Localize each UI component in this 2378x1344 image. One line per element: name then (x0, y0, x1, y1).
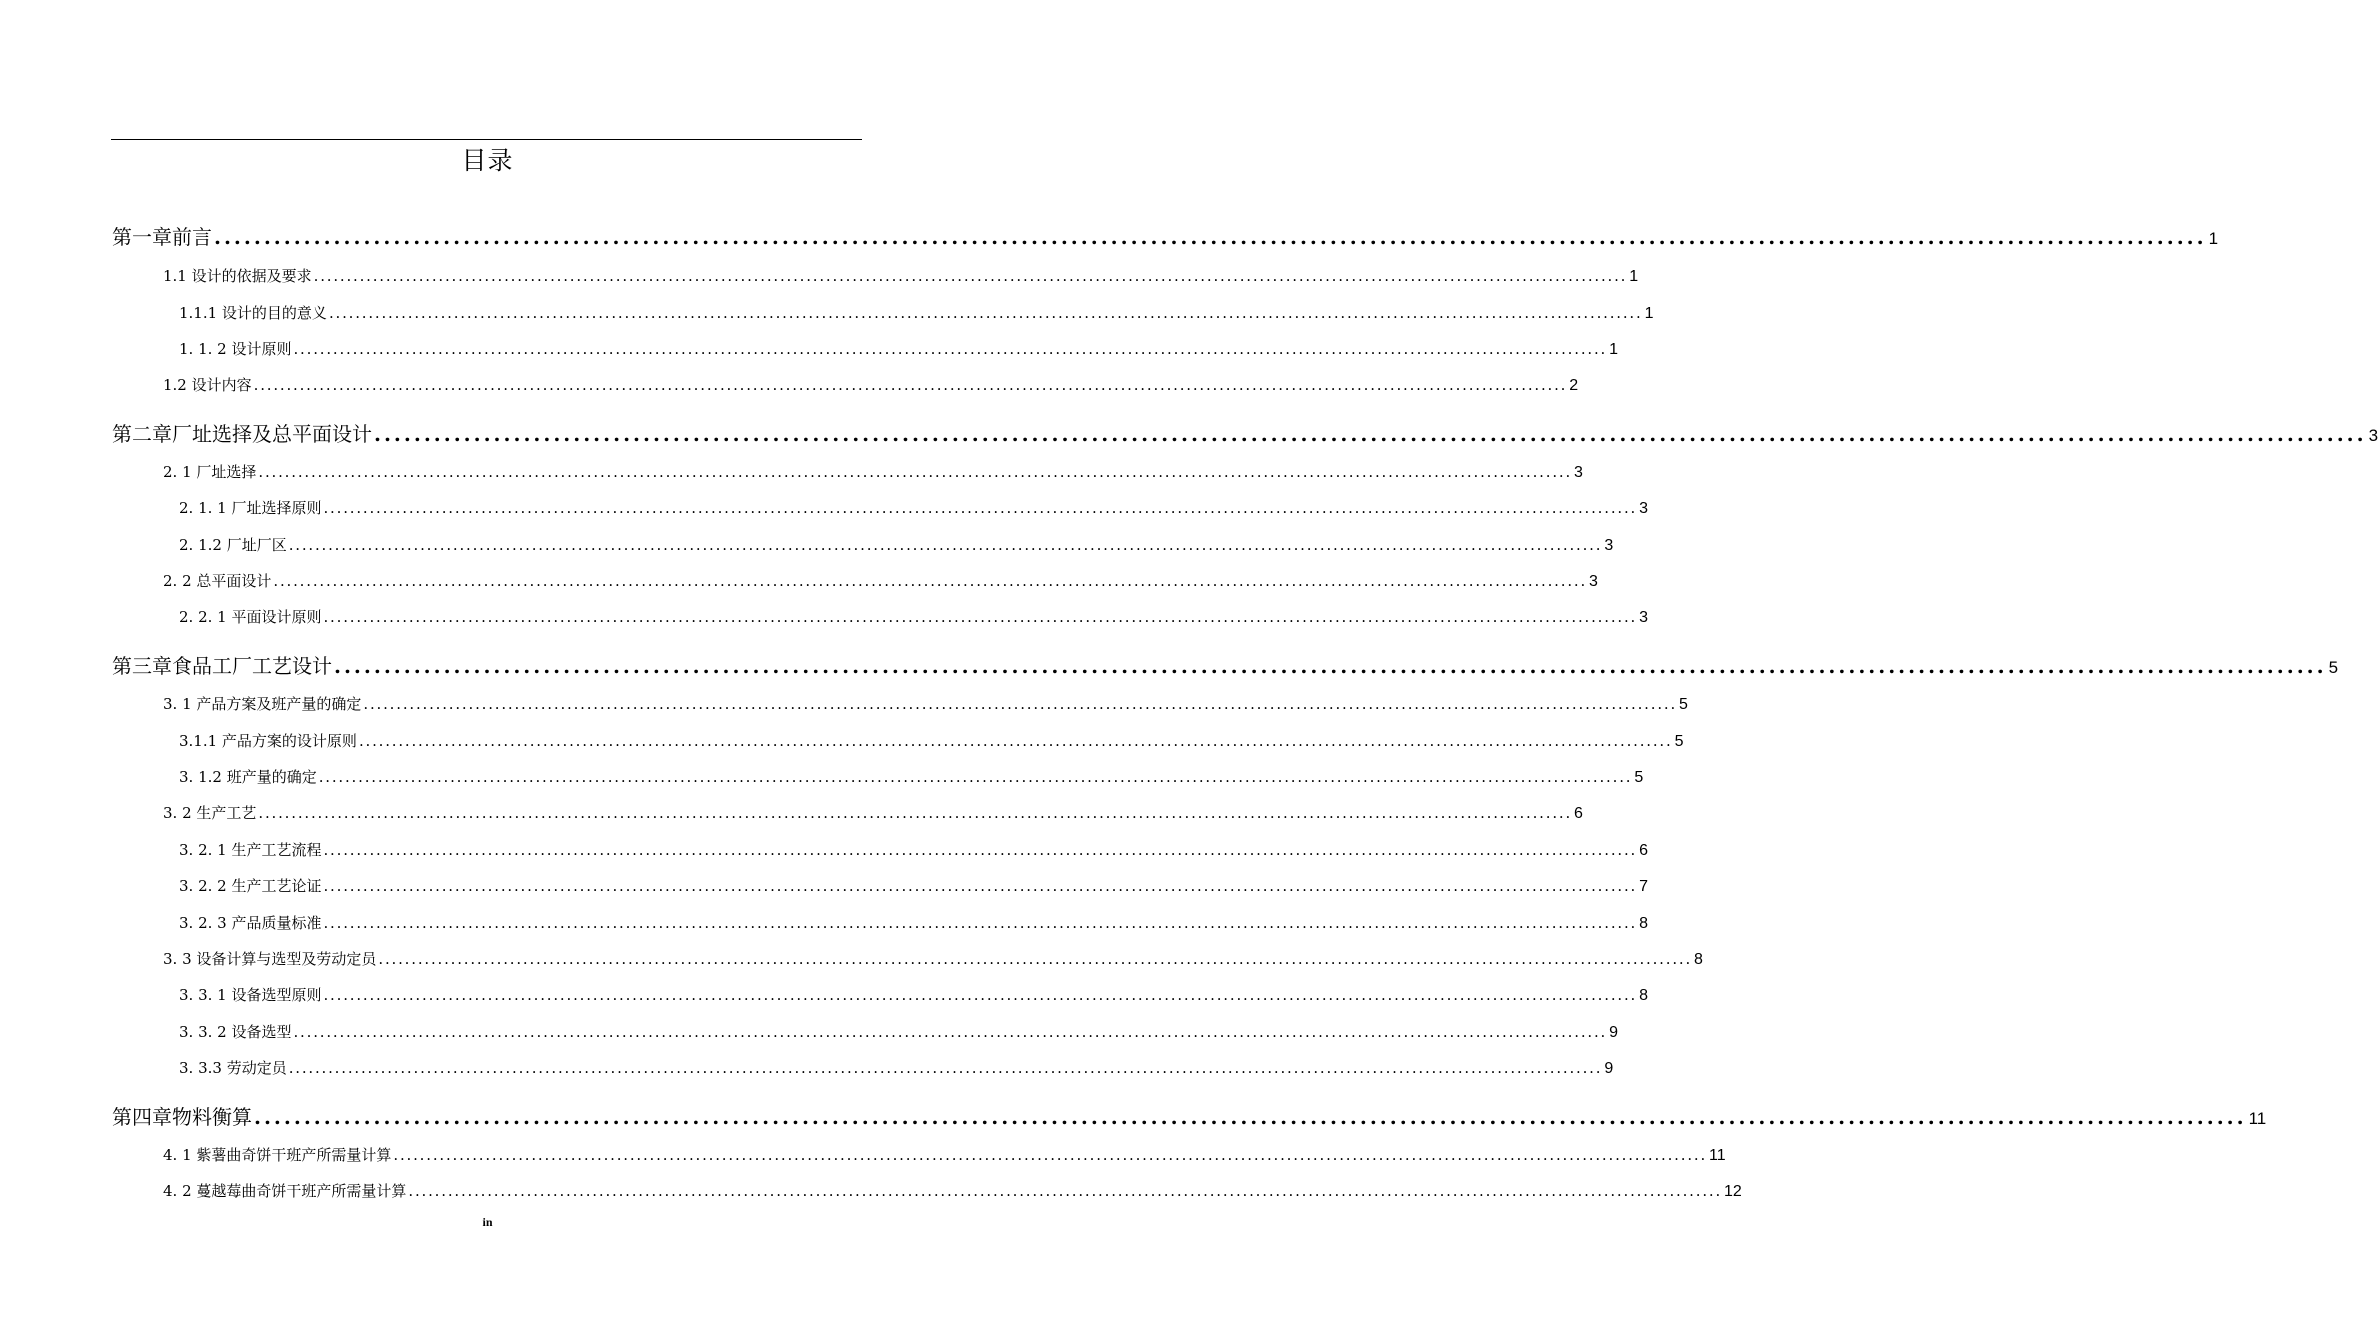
toc-dot-leader: ........................................................................................................................................................................................................ (258, 804, 1573, 822)
toc-dot-leader: ........................................................................................................................................................................................................ (253, 376, 1568, 394)
toc-entry-label: 2. 1. 1 厂址选择原则 (179, 499, 322, 517)
toc-entry[interactable] (179, 302, 1654, 323)
toc-entry[interactable] (163, 948, 1703, 969)
toc-entry-label: 3. 2. 2 生产工艺论证 (179, 877, 322, 895)
toc-dot-leader: ........................................................................................................................................................................................................ (323, 608, 1638, 626)
toc-entry-page: 3 (1604, 537, 1614, 554)
toc-title: 目录 (461, 146, 514, 175)
toc-entry-page: 6 (1574, 805, 1583, 822)
toc-entry-page: 9 (1609, 1024, 1619, 1041)
toc-entry-label: 3.1.1 产品方案的设计原则 (179, 732, 357, 750)
toc-entry-page: 7 (1639, 878, 1649, 895)
toc-entry-page: 1 (1629, 268, 1639, 285)
toc-entry-label: 第二章厂址选择及总平面设计 (112, 422, 372, 446)
toc-entry[interactable] (163, 265, 1639, 286)
toc-entry[interactable] (179, 606, 1649, 627)
toc-entry-label: 3. 3.3 劳动定员 (179, 1059, 287, 1077)
toc-entry-label: 4. 1 紫薯曲奇饼干班产所需量计算 (163, 1146, 392, 1164)
toc-entry[interactable] (179, 766, 1644, 787)
toc-entry-label: 3. 2. 3 产品质量标准 (179, 914, 322, 932)
toc-entry[interactable] (112, 221, 2219, 250)
toc-entry-page: 8 (1694, 951, 1703, 968)
toc-entry[interactable] (163, 374, 1579, 395)
toc-dot-leader: ........................................................................................................................................................................................................ (408, 1182, 1723, 1200)
toc-entry-label: 4. 2 蔓越莓曲奇饼干班产所需量计算 (163, 1182, 407, 1200)
toc-entry[interactable] (179, 338, 1619, 359)
toc-entry-page: 3 (2368, 426, 2378, 445)
toc-entry-label: 3. 3 设备计算与选型及劳动定员 (163, 950, 377, 968)
toc-dot-leader: ........................................................................................................................................................................................................ (293, 340, 1608, 358)
toc-entry-label: 2. 1.2 厂址厂区 (179, 536, 287, 554)
toc-entry[interactable] (179, 497, 1649, 518)
toc-entry[interactable] (163, 802, 1583, 823)
toc-entry[interactable] (163, 461, 1583, 482)
toc-dot-leader: ........................................................................................................................................................................................................ (323, 877, 1638, 895)
toc-dot-leader: ........................................................................................................................................................................................................ (313, 267, 1628, 285)
toc-entry-page: 6 (1639, 842, 1649, 859)
toc-dot-leader: ........................................................................................................................................................................................................ (293, 1023, 1608, 1041)
toc-dot-leader: ........................................................................................................................................................................................................ (328, 304, 1643, 322)
toc-entry-label: 1.1.1 设计的目的意义 (179, 304, 327, 322)
toc-entry-label: 2. 1 厂址选择 (163, 463, 257, 481)
toc-dot-leader: ........................................................................................................................................................................................................ (318, 768, 1633, 786)
toc-dot-leader: ........................................................................................................................................................................................................ (254, 1105, 2247, 1129)
toc-entry[interactable] (112, 418, 2378, 447)
toc-entry[interactable] (179, 839, 1649, 860)
toc-entry[interactable] (163, 693, 1688, 714)
toc-entry-label: 3. 1 产品方案及班产量的确定 (163, 695, 362, 713)
toc-entry-page: 8 (1639, 987, 1649, 1004)
toc-entry-page: 11 (2248, 1109, 2267, 1128)
toc-entry[interactable] (112, 1101, 2267, 1130)
toc-entry[interactable] (179, 730, 1684, 751)
toc-entry-label: 第四章物料衡算 (112, 1105, 252, 1129)
toc-entry-page: 5 (2328, 658, 2339, 677)
toc-entry[interactable] (163, 1144, 1726, 1165)
toc-dot-leader: ........................................................................................................................................................................................................ (393, 1146, 1708, 1164)
toc-entry-label: 1.2 设计内容 (163, 376, 252, 394)
toc-entry-page: 3 (1574, 464, 1583, 481)
toc-entry[interactable] (179, 875, 1649, 896)
toc-dot-leader: ........................................................................................................................................................................................................ (288, 1059, 1603, 1077)
toc-dot-leader: ........................................................................................................................................................................................................ (258, 463, 1573, 481)
toc-entry-page: 1 (1609, 341, 1619, 358)
toc-entry-label: 3. 3. 1 设备选型原则 (179, 986, 322, 1004)
toc-entry-label: 3. 2. 1 生产工艺流程 (179, 841, 322, 859)
toc-entry-label: 3. 2 生产工艺 (163, 804, 257, 822)
toc-entry-page: 3 (1639, 609, 1649, 626)
toc-entry-label: 3. 1.2 班产量的确定 (179, 768, 317, 786)
toc-dot-leader: ........................................................................................................................................................................................................ (214, 225, 2207, 249)
toc-dot-leader: ........................................................................................................................................................................................................ (273, 572, 1588, 590)
toc-entry-label: 3. 3. 2 设备选型 (179, 1023, 292, 1041)
toc-entry-label: 2. 2. 1 平面设计原则 (179, 608, 322, 626)
toc-dot-leader: ........................................................................................................................................................................................................ (323, 499, 1638, 517)
toc-entry-label: 1.1 设计的依据及要求 (163, 267, 312, 285)
toc-entry-label: 第一章前言 (112, 225, 212, 249)
toc-entry-page: 1 (1644, 305, 1654, 322)
toc-entry-label: 第三章食品工厂工艺设计 (112, 654, 332, 678)
toc-entry-page: 3 (1589, 573, 1598, 590)
toc-dot-leader: ........................................................................................................................................................................................................ (323, 914, 1638, 932)
toc-entry[interactable] (179, 534, 1614, 555)
toc-dot-leader: ........................................................................................................................................................................................................ (323, 986, 1638, 1004)
toc-entry[interactable] (179, 1021, 1619, 1042)
toc-entry-page: 5 (1679, 696, 1688, 713)
toc-entry-page: 1 (2208, 229, 2219, 248)
toc-entry-page: 12 (1724, 1183, 1742, 1200)
toc-entry-page: 8 (1639, 915, 1649, 932)
toc-entry-page: 11 (1709, 1147, 1726, 1164)
toc-entry[interactable] (179, 912, 1649, 933)
toc-entry-label: 2. 2 总平面设计 (163, 572, 272, 590)
toc-entry-page: 5 (1674, 733, 1684, 750)
toc-entry-page: 3 (1639, 500, 1649, 517)
toc-entry-page: 9 (1604, 1060, 1614, 1077)
toc-dot-leader: ........................................................................................................................................................................................................ (358, 732, 1673, 750)
toc-entry-page: 2 (1569, 377, 1579, 394)
toc-entry[interactable] (163, 570, 1598, 591)
toc-dot-leader: ........................................................................................................................................................................................................ (288, 536, 1603, 554)
toc-dot-leader: ........................................................................................................................................................................................................ (378, 950, 1693, 968)
toc-entry[interactable] (112, 650, 2339, 679)
toc-entry[interactable] (179, 1057, 1614, 1078)
toc-dot-leader: ........................................................................................................................................................................................................ (363, 695, 1678, 713)
toc-entry[interactable] (163, 1180, 1742, 1201)
toc-dot-leader: ........................................................................................................................................................................................................ (374, 422, 2367, 446)
page-footer: in (482, 1215, 493, 1229)
toc-dot-leader: ........................................................................................................................................................................................................ (323, 841, 1638, 859)
toc-dot-leader: ........................................................................................................................................................................................................ (334, 654, 2327, 678)
toc-entry-label: 1. 1. 2 设计原则 (179, 340, 292, 358)
toc-entry-page: 5 (1634, 769, 1644, 786)
toc-entry[interactable] (179, 984, 1649, 1005)
